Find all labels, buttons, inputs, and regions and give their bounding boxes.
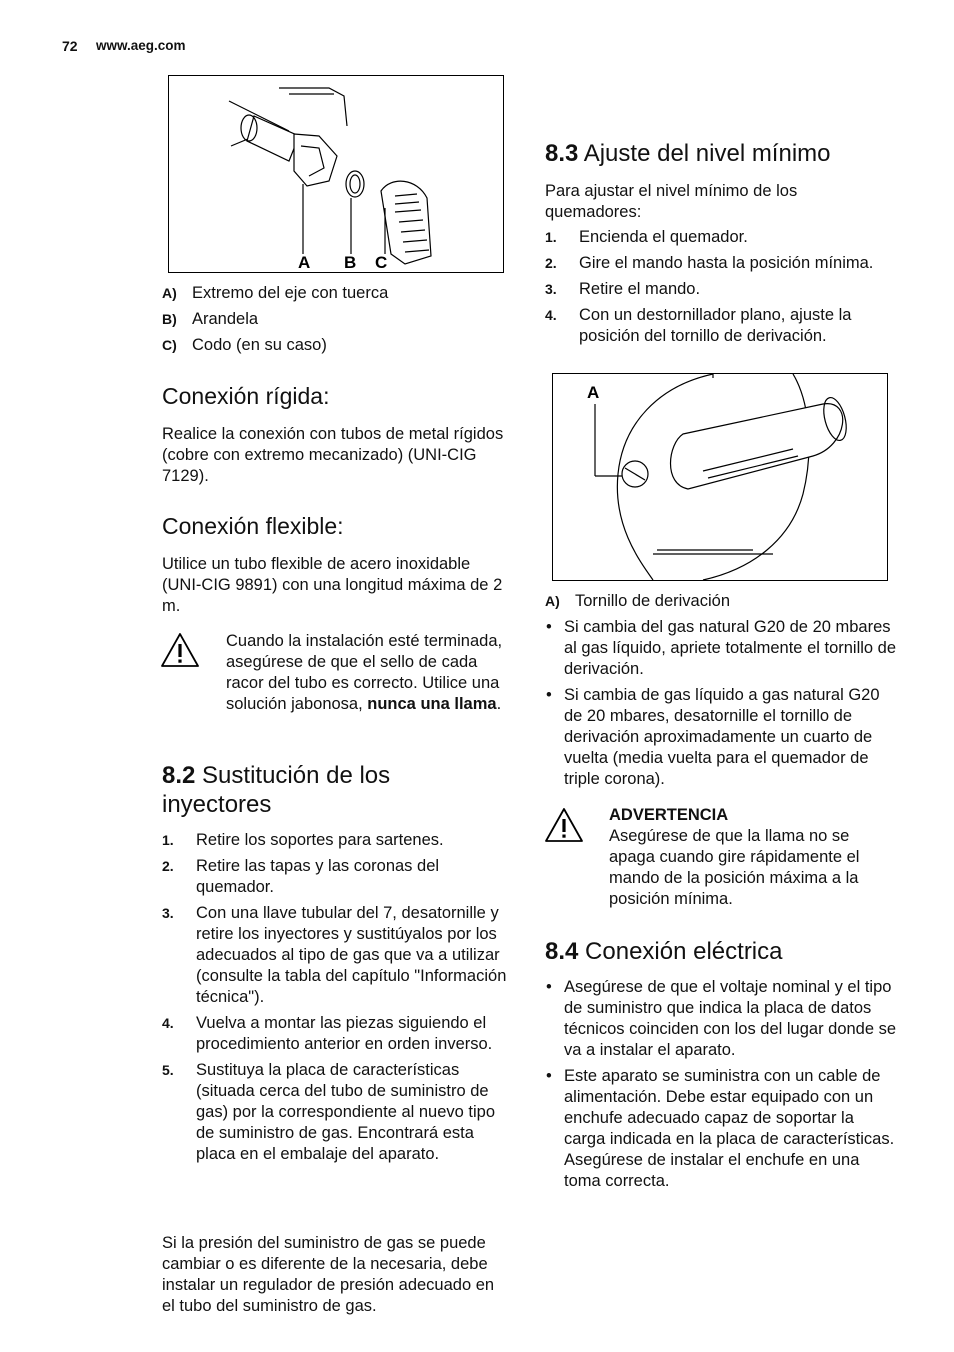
rigid-connection-heading: Conexión rígida: xyxy=(162,383,330,409)
list-item: 4. Con un destornillador plano, ajuste la posición del tornillo de derivación. xyxy=(545,306,852,345)
legend-item-c: C) Codo (en su caso) xyxy=(162,336,327,354)
bypass-screw-figure xyxy=(552,373,888,581)
flexible-connection-heading: Conexión flexible: xyxy=(162,513,344,539)
legend-item-b: B) Arandela xyxy=(162,310,259,328)
figure-label-a: A xyxy=(587,383,600,402)
caution-text: Cuando la instalación esté terminada, asegúrese de que el sello de cada racor del tubo es correcto. Utilice una solución jabonosa, nunca una llama. xyxy=(226,632,503,713)
list-item: • Asegúrese de que el voltaje nominal y el tipo de suministro que indica la placa de datos técnicos coinciden con los del lugar donde se va a instalar el aparato. xyxy=(546,978,897,1059)
page-number: 72 xyxy=(62,38,78,54)
list-item: 3. Con una llave tubular del 7, desatornille y retire los inyectores y sustitúyalos por los adecuados al tipo de gas que va a utilizar (consulte la tabla del capítulo "Información técnica"). xyxy=(162,904,507,1006)
regulator-text: Si la presión del suministro de gas se puede cambiar o es diferente de la necesaria, debe instalar un regulador de presión adecuado en el tubo del suministro de gas. xyxy=(162,1234,495,1315)
warning-title: ADVERTENCIA xyxy=(609,806,729,824)
section-8-4-heading: 8.4 Conexión eléctrica xyxy=(545,938,783,965)
rigid-connection-text: Realice la conexión con tubos de metal rígidos (cobre con extremo mecanizado) (UNI-CIG 7129). xyxy=(162,425,504,485)
list-item: 2. Retire las tapas y las coronas del quemador. xyxy=(162,857,440,896)
figure-label-a: A xyxy=(298,253,311,272)
legend-item-a: A) Extremo del eje con tuerca xyxy=(162,284,389,302)
section-8-3-bullets xyxy=(545,617,897,795)
section-8-3-heading: 8.3 Ajuste del nivel mínimo xyxy=(545,140,831,167)
list-item: • Si cambia de gas líquido a gas natural G20 de 20 mbares, desatornille el tornillo de derivación aproximadamente un cuarto de vuelta (media vuelta para el quemador de triple corona). xyxy=(546,686,880,788)
warning-text: Asegúrese de que la llama no se apaga cuando gire rápidamente el mando de la posición máxima a la posición mínima. xyxy=(609,827,860,908)
list-item: 4. Vuelva a montar las piezas siguiendo el procedimiento anterior en orden inverso. xyxy=(162,1014,493,1053)
section-8-2-heading: 8.2 Sustitución de los inyectores xyxy=(162,762,391,818)
site-url: www.aeg.com xyxy=(96,38,186,53)
bypass-legend: A) Tornillo de derivación xyxy=(545,592,731,610)
list-item: 2. Gire el mando hasta la posición mínima. xyxy=(545,254,874,272)
pipe-connection-figure xyxy=(168,75,504,273)
section-8-4-bullets xyxy=(545,977,897,1197)
caution-triangle-icon xyxy=(160,632,200,673)
list-item: 1. Retire los soportes para sartenes. xyxy=(162,831,444,849)
flexible-connection-text: Utilice un tubo flexible de acero inoxidable (UNI-CIG 9891) con una longitud máxima de 2 m. xyxy=(162,555,503,615)
section-8-2-steps xyxy=(162,830,514,1170)
list-item: 3. Retire el mando. xyxy=(545,280,701,298)
pipe-connection-drawing xyxy=(169,76,503,272)
bypass-screw-drawing xyxy=(553,374,887,580)
list-item: 1. Encienda el quemador. xyxy=(545,228,748,246)
warning-triangle-icon xyxy=(544,807,584,848)
list-item: • Este aparato se suministra con un cable de alimentación. Debe estar equipado con un enchufe adecuado capaz de soportar la carga indicada en la placa de características. Asegúrese de instalar el enchufe en una toma correcta. xyxy=(546,1067,895,1190)
list-item: • Si cambia del gas natural G20 de 20 mbares al gas líquido, apriete totalmente el tornillo de derivación. xyxy=(546,618,897,678)
warning-block xyxy=(609,805,899,910)
figure-legend xyxy=(162,283,388,356)
list-item: 5. Sustituya la placa de características (situada cerca del tubo de suministro de gas) por la correspondiente al nuevo tipo de suministro de gas. Encontrará esta placa en el embalaje del aparato. xyxy=(162,1061,496,1163)
figure-label-c: C xyxy=(375,253,388,272)
section-8-3-intro: Para ajustar el nivel mínimo de los quemadores: xyxy=(545,182,798,221)
section-8-3-steps xyxy=(545,227,897,352)
figure-label-b: B xyxy=(344,253,357,272)
